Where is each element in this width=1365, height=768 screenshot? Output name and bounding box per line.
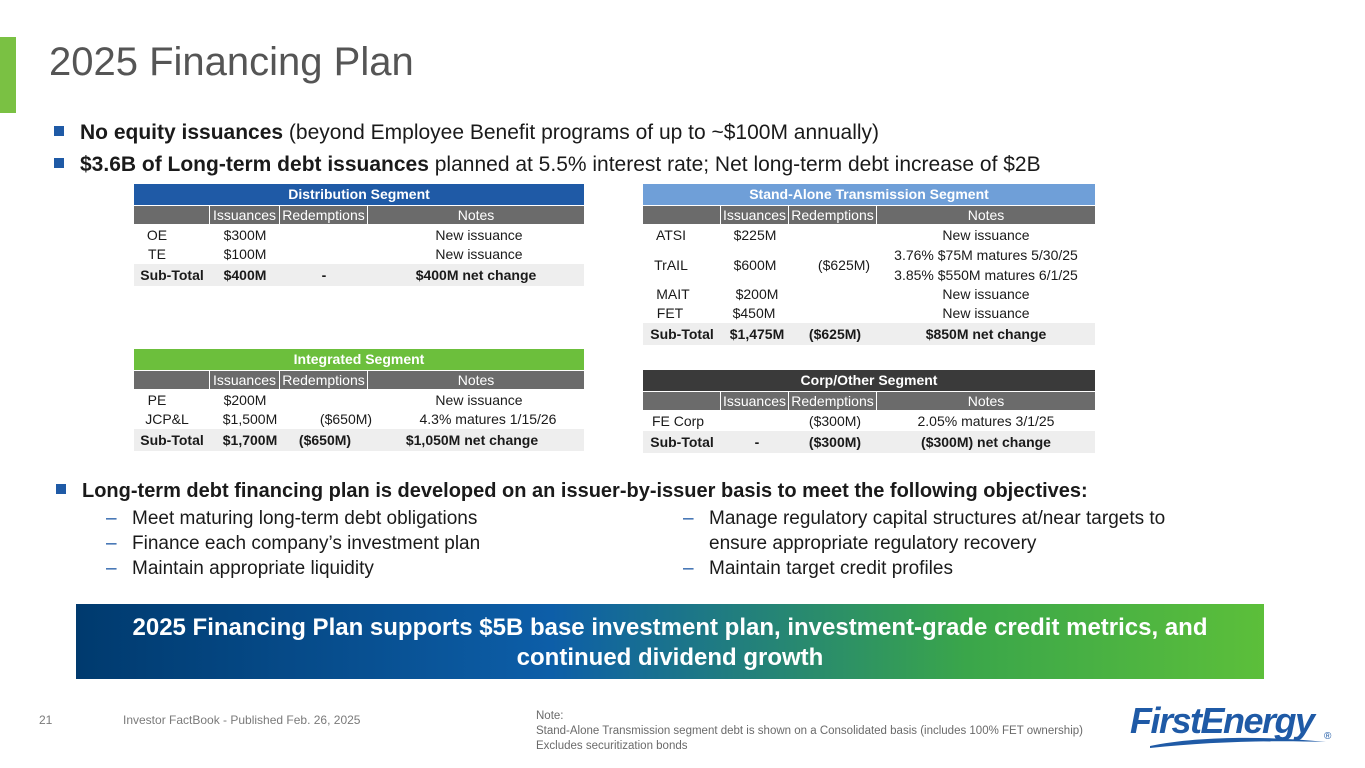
corp-segment-table (643, 370, 1095, 453)
list-item (683, 556, 1243, 581)
col-entity (643, 206, 721, 224)
cell-notes: New issuance (942, 227, 1030, 243)
segment-header: Integrated Segment (134, 349, 584, 370)
dash-spacer (683, 531, 709, 556)
cell-entity: TrAIL (654, 256, 688, 273)
list-item-text: ensure appropriate regulatory recovery (709, 533, 1037, 554)
cell-entity: Sub-Total (650, 326, 714, 342)
cell-redemptions (310, 245, 374, 264)
col-redemptions: Redemptions (280, 371, 368, 389)
col-notes: Notes (967, 207, 1005, 223)
dash-icon: – (106, 533, 117, 554)
list-item (683, 531, 1243, 556)
list-item (683, 506, 1243, 531)
logo-text: FirstEnergy (1130, 700, 1314, 741)
column-header-row (134, 371, 584, 389)
list-item-text: Finance each company’s investment plan (132, 533, 481, 554)
bullet-square-icon (54, 158, 64, 168)
cell-notes: New issuance (942, 286, 1030, 302)
cell-issuances: $1,500M (222, 411, 278, 427)
cell-issuances: $200M (735, 286, 779, 302)
table-row (134, 391, 584, 410)
col-entity (134, 206, 210, 224)
bullet-bold: $3.6B of Long-term debt issuances (80, 153, 429, 176)
dash-icon: – (683, 508, 694, 529)
subtotal-row (643, 323, 1095, 345)
note-line-2: Excludes securitization bonds (536, 740, 688, 752)
cell-entity: PE (147, 392, 167, 408)
page-title: 2025 Financing Plan (49, 40, 414, 84)
col-notes: Notes (457, 372, 495, 388)
table-row (643, 285, 1095, 304)
cell-issuances: $1,475M (729, 326, 785, 342)
footer-note (536, 709, 1083, 754)
cell-notes: 4.3% matures 1/15/26 (419, 411, 557, 427)
bullet-square-icon (54, 126, 64, 136)
cell-notes (877, 245, 1095, 285)
list-item-text: Meet maturing long-term debt obligations (132, 508, 478, 529)
cell-notes: 2.05% matures 3/1/25 (917, 413, 1055, 429)
transmission-segment-table (643, 184, 1095, 345)
cell-redemptions: ($650M) (319, 411, 373, 427)
dash-icon: – (683, 558, 694, 579)
cell-notes-line: 3.76% $75M matures 5/30/25 (894, 247, 1078, 263)
subtotal-row (643, 431, 1095, 453)
integrated-segment-table (134, 349, 584, 451)
title-accent-bar (0, 37, 16, 113)
cell-entity: TE (148, 246, 166, 262)
list-item-text: Maintain appropriate liquidity (132, 558, 374, 579)
subtotal-row (134, 429, 584, 451)
cell-entity: MAIT (656, 286, 690, 302)
cell-redemptions: ($300M) (808, 413, 862, 429)
cell-notes: New issuance (942, 305, 1030, 321)
table-row (134, 245, 584, 264)
bullet-text: (beyond Employee Benefit programs of up to ~$100M annually) (283, 121, 880, 144)
cell-entity: FE Corp (651, 413, 705, 429)
distribution-segment-table (134, 184, 584, 286)
table-row (643, 304, 1095, 323)
col-notes: Notes (967, 393, 1005, 409)
cell-entity: ATSI (655, 227, 687, 243)
column-header-row (643, 206, 1095, 224)
bullet-equity (54, 121, 879, 145)
objectives-left-list (106, 506, 626, 581)
firstenergy-logo (1128, 700, 1338, 752)
cell-redemptions (811, 304, 877, 323)
summary-banner (76, 604, 1264, 679)
cell-entity: Sub-Total (140, 267, 204, 283)
objectives-right-list (683, 506, 1243, 581)
objectives-heading-text: Long-term debt financing plan is developed on an issuer-by-issuer basis to meet the following objectives: (82, 480, 1088, 502)
cell-entity: Sub-Total (650, 434, 714, 450)
footer-source: Investor FactBook - Published Feb. 26, 2025 (123, 713, 361, 727)
cell-issuances: $1,700M (222, 432, 278, 448)
column-header-row (643, 392, 1095, 410)
cell-notes: ($300M) net change (921, 434, 1051, 450)
cell-notes: $850M net change (925, 326, 1047, 342)
list-item-text: Maintain target credit profiles (709, 558, 953, 579)
cell-redemptions: ($625M) (817, 256, 871, 273)
col-entity (134, 371, 210, 389)
cell-issuances: $600M (733, 256, 777, 273)
note-label: Note: (536, 710, 564, 722)
cell-entity: JCP&L (145, 411, 189, 427)
column-header-row (134, 206, 584, 224)
cell-entity: FET (656, 305, 684, 321)
dash-icon: – (106, 558, 117, 579)
col-issuances: Issuances (721, 206, 789, 224)
col-notes: Notes (457, 207, 495, 223)
table-row (643, 412, 1095, 431)
page-number: 21 (39, 713, 53, 727)
table-row (643, 245, 1095, 285)
cell-redemptions (310, 391, 374, 410)
bullet-square-icon (56, 484, 66, 494)
cell-issuances: $450M (732, 305, 776, 321)
cell-issuances: $100M (223, 246, 267, 262)
cell-notes: New issuance (435, 227, 523, 243)
cell-notes: New issuance (435, 246, 523, 262)
cell-redemptions (811, 226, 877, 245)
cell-redemptions: - (321, 267, 327, 283)
cell-issuances: $400M (223, 267, 267, 283)
list-item (106, 506, 626, 531)
cell-issuances: - (754, 434, 760, 450)
subtotal-row (134, 264, 584, 286)
table-row (643, 226, 1095, 245)
cell-redemptions: ($300M) (808, 434, 862, 450)
note-line-1: Stand-Alone Transmission segment debt is shown on a Consolidated basis (includes 100% FET ownership) (536, 725, 1083, 737)
bullet-text: planned at 5.5% interest rate; Net long-term debt increase of $2B (428, 153, 1041, 176)
segment-header: Corp/Other Segment (643, 370, 1095, 391)
objectives-heading (56, 480, 1088, 503)
cell-issuances: $200M (223, 392, 267, 408)
col-issuances: Issuances (721, 392, 789, 410)
bullet-bold: No equity issuances (80, 121, 284, 144)
cell-issuances: $300M (223, 227, 267, 243)
col-entity (643, 392, 721, 410)
cell-entity: OE (146, 227, 168, 243)
cell-redemptions (310, 226, 374, 245)
segment-header: Stand-Alone Transmission Segment (643, 184, 1095, 205)
col-redemptions: Redemptions (789, 392, 877, 410)
cell-issuances (713, 412, 793, 431)
list-item (106, 556, 626, 581)
cell-notes: $1,050M net change (405, 432, 539, 448)
cell-redemptions (811, 285, 877, 304)
cell-issuances: $225M (733, 227, 777, 243)
cell-redemptions: ($650M) (298, 432, 352, 448)
table-row (134, 410, 584, 429)
cell-notes-line: 3.85% $550M matures 6/1/25 (894, 267, 1078, 283)
col-redemptions: Redemptions (789, 206, 877, 224)
list-item (106, 531, 626, 556)
list-item-text: Manage regulatory capital structures at/near targets to (709, 508, 1166, 529)
cell-redemptions: ($625M) (808, 326, 862, 342)
banner-line-2: continued dividend growth (516, 644, 824, 671)
col-issuances: Issuances (210, 371, 280, 389)
table-row (134, 226, 584, 245)
cell-notes: New issuance (435, 392, 523, 408)
cell-notes: $400M net change (415, 267, 537, 283)
segment-header: Distribution Segment (134, 184, 584, 205)
banner-line-1: 2025 Financing Plan supports $5B base investment plan, investment-grade credit metrics, and (132, 614, 1208, 641)
col-issuances: Issuances (210, 206, 280, 224)
cell-entity: Sub-Total (140, 432, 204, 448)
dash-icon: – (106, 508, 117, 529)
logo-registered-mark: ® (1324, 731, 1332, 742)
col-redemptions: Redemptions (280, 206, 368, 224)
bullet-debt (54, 153, 1041, 177)
